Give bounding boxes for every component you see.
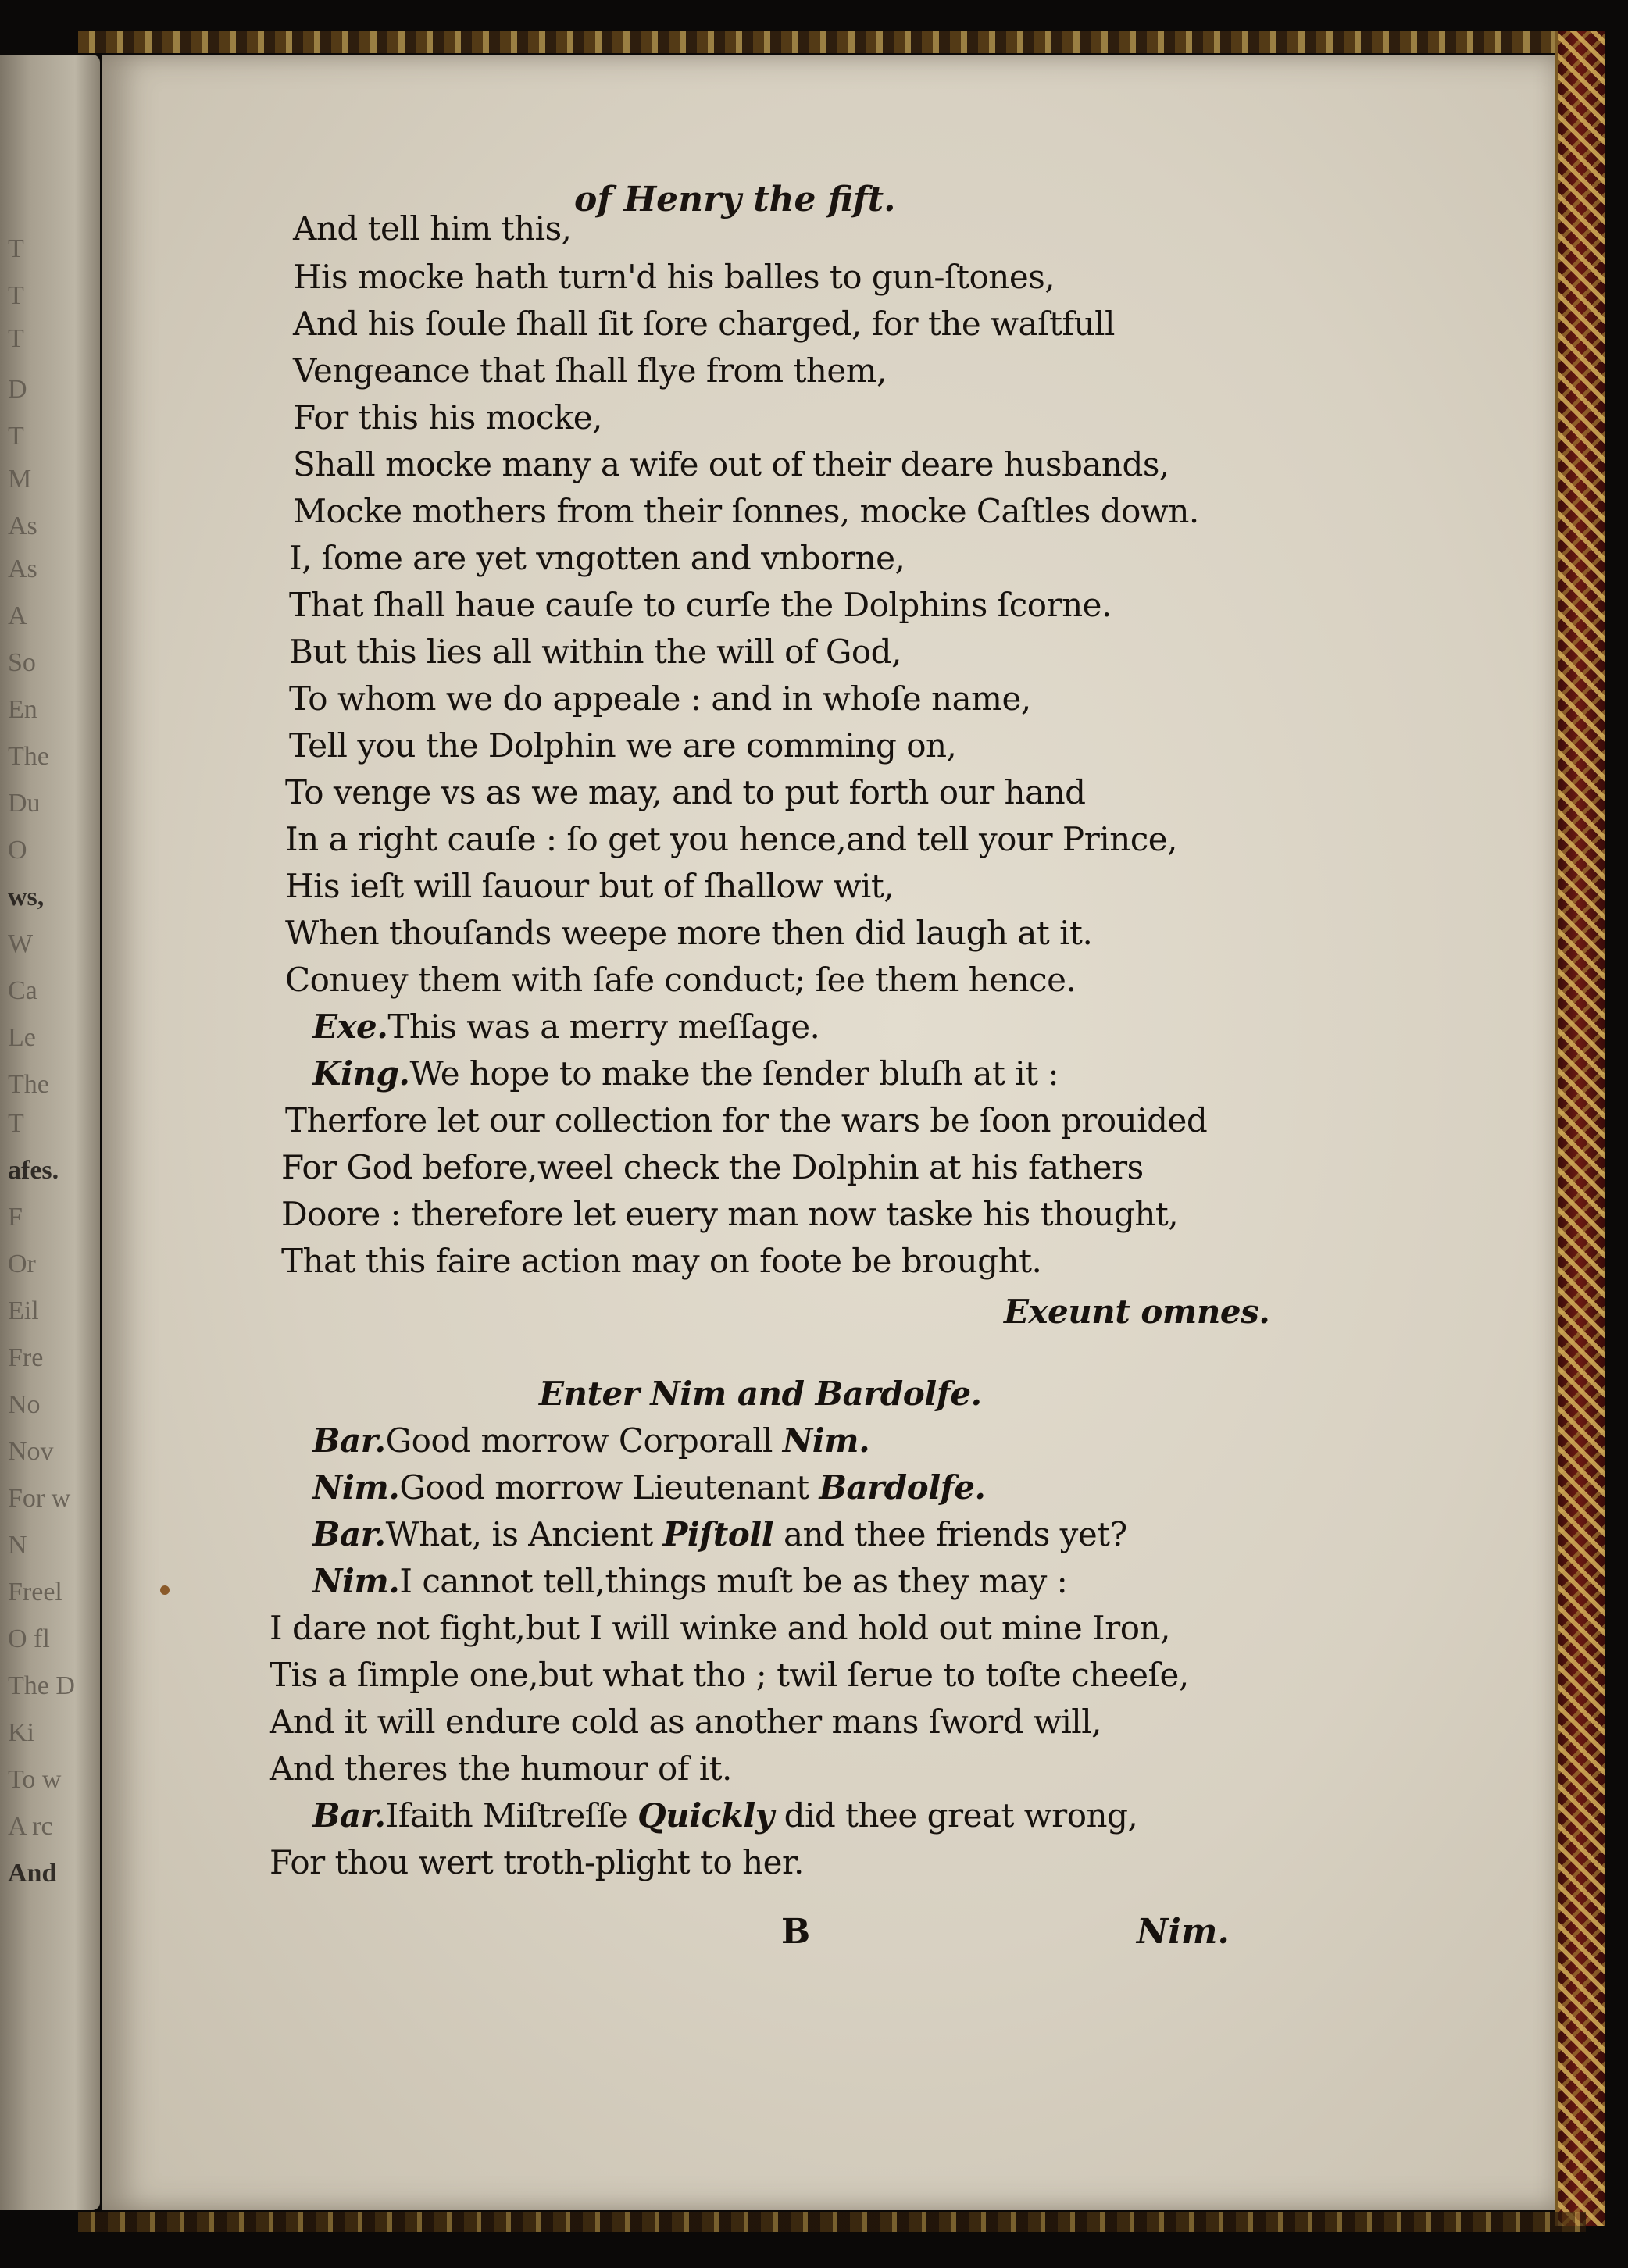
- facing-page-fragment: T: [8, 1109, 24, 1138]
- line-text: Tell you the Dolphin we are comming on,: [289, 726, 957, 765]
- verse-line: [285, 1101, 1207, 1139]
- verse-line: [289, 726, 956, 765]
- line-text: What, is Ancient: [385, 1515, 663, 1553]
- line-text: For this his mocke,: [293, 398, 603, 437]
- speaker-prefix: Bar.: [312, 1515, 386, 1553]
- verse-line: [293, 305, 1115, 343]
- stage-direction-text: Enter Nim and Bardolfe.: [539, 1375, 982, 1413]
- line-text: To whom we do appeale : and in whoſe name,: [289, 679, 1031, 718]
- verse-line: [285, 867, 894, 905]
- verse-line: [312, 1054, 1059, 1093]
- line-text: Good morrow Corporall: [385, 1421, 783, 1460]
- facing-page-fragment: The D: [8, 1671, 75, 1700]
- stage-direction: [539, 1375, 982, 1413]
- line-text: Doore : therefore let euery man now taske his thought,: [281, 1195, 1179, 1233]
- verse-line: [312, 1468, 986, 1507]
- running-title: of Henry the fift.: [574, 180, 896, 219]
- line-text: Mocke mothers from their ſonnes, mocke Caſtles down.: [293, 492, 1199, 530]
- facing-page-fragment: En: [8, 695, 37, 724]
- facing-page-fragment: The: [8, 742, 49, 771]
- line-text: And tell him this,: [293, 209, 572, 248]
- line-text: His mocke hath turn'd his balles to gun-ſtones,: [293, 258, 1055, 296]
- line-text: I dare not fight,but I will winke and hold out mine Iron,: [270, 1609, 1170, 1647]
- verse-line: [285, 914, 1092, 952]
- verse-line: [270, 1703, 1101, 1741]
- facing-page-fragment: Ki: [8, 1718, 34, 1747]
- line-text: That ſhall haue cauſe to curſe the Dolphins ſcorne.: [289, 586, 1112, 624]
- line-text: Shall mocke many a wife out of their deare husbands,: [293, 445, 1169, 483]
- line-text: His ieſt will ſauour but of ſhallow wit,: [285, 867, 894, 905]
- facing-page-fragment: T: [8, 234, 24, 263]
- line-text: We hope to make the ſender bluſh at it :: [409, 1054, 1059, 1093]
- facing-page-fragment: O fl: [8, 1624, 50, 1653]
- line-text: This was a merry meſſage.: [387, 1007, 820, 1046]
- line-text-continued: and thee friends yet?: [773, 1515, 1127, 1553]
- facing-page-fragment: For w: [8, 1484, 71, 1513]
- italic-name: Quickly: [637, 1796, 774, 1835]
- italic-name: Piſtoll: [662, 1515, 774, 1553]
- facing-page-fragment: W: [8, 929, 34, 958]
- facing-page-fragment: As: [8, 555, 37, 583]
- gilt-edge-bottom: [78, 2212, 1586, 2232]
- line-text: And his ſoule ſhall ſit ſore charged, for the waſtfull: [293, 305, 1115, 343]
- line-text: Tis a ſimple one,but what tho ; twil ſerue to toſte cheeſe,: [270, 1656, 1189, 1694]
- line-text: I, ſome are yet vngotten and vnborne,: [289, 539, 905, 577]
- facing-page-fragment: Freel: [8, 1578, 62, 1606]
- speaker-prefix: Nim.: [312, 1468, 400, 1507]
- facing-page-fragment: F: [8, 1203, 23, 1232]
- verse-line: [270, 1749, 732, 1788]
- verse-line: [281, 1148, 1144, 1186]
- facing-page-fragment: D: [8, 375, 27, 404]
- facing-page-fragment: Eil: [8, 1296, 39, 1325]
- facing-page-fragment: O: [8, 836, 27, 865]
- verse-line: [293, 351, 887, 390]
- line-text: To venge vs as we may, and to put forth our hand: [285, 773, 1086, 811]
- line-text: For thou wert troth-plight to her.: [270, 1843, 804, 1881]
- speaker-prefix: Bar.: [312, 1421, 386, 1460]
- speaker-prefix: Bar.: [312, 1796, 386, 1835]
- verse-line: [285, 820, 1177, 858]
- facing-page-fragment: Fre: [8, 1343, 44, 1372]
- facing-page-fragment: ws,: [8, 883, 45, 911]
- verse-line: [293, 209, 572, 248]
- line-text: And it will endure cold as another mans ſword will,: [270, 1703, 1102, 1741]
- line-text-continued: did thee great wrong,: [773, 1796, 1138, 1835]
- italic-name: Nim.: [782, 1421, 870, 1460]
- facing-page-fragment: Du: [8, 789, 41, 818]
- verse-line: [289, 633, 901, 671]
- verse-line: [312, 1007, 819, 1046]
- speaker-prefix: King.: [312, 1054, 410, 1093]
- facing-page-fragment: N: [8, 1531, 27, 1560]
- line-text: Good morrow Lieutenant: [399, 1468, 819, 1507]
- facing-page-fragment: As: [8, 512, 37, 540]
- verse-line: [285, 773, 1086, 811]
- line-text: That this faire action may on foote be brought.: [281, 1242, 1042, 1280]
- stage-direction: [1004, 1293, 1269, 1331]
- verse-line: [312, 1796, 1137, 1835]
- facing-page-edge: [0, 55, 100, 2210]
- verse-line: [270, 1843, 804, 1881]
- line-text: Conuey them with ſafe conduct; ſee them hence.: [285, 961, 1076, 999]
- facing-page-fragment: afes.: [8, 1156, 59, 1185]
- verse-line: [293, 445, 1169, 483]
- signature-mark: B: [781, 1912, 811, 1952]
- facing-page-fragment: A rc: [8, 1812, 53, 1841]
- facing-page-fragment: And: [8, 1859, 57, 1888]
- line-text: I cannot tell,things muſt be as they may :: [399, 1562, 1068, 1600]
- facing-page-fragment: T: [8, 422, 24, 451]
- verse-line: [293, 258, 1055, 296]
- line-text: And theres the humour of it.: [270, 1749, 732, 1788]
- line-text: Therfore let our collection for the wars be ſoon prouided: [285, 1101, 1208, 1139]
- verse-line: [270, 1656, 1189, 1694]
- facing-page-fragment: A: [8, 601, 27, 630]
- facing-page-fragment: Or: [8, 1250, 36, 1278]
- facing-page-fragment: Ca: [8, 976, 37, 1005]
- gilt-edge-top: [78, 31, 1586, 53]
- facing-page-fragment: So: [8, 648, 36, 677]
- verse-line: [281, 1242, 1041, 1280]
- stage-direction-text: Exeunt omnes.: [1004, 1293, 1270, 1331]
- foxing-spot: [160, 1585, 170, 1595]
- verse-line: [270, 1609, 1170, 1647]
- facing-page-fragment: T: [8, 324, 24, 353]
- verse-line: [289, 679, 1031, 718]
- line-text: When thouſands weepe more then did laugh at it.: [285, 914, 1093, 952]
- line-text: Vengeance that ſhall flye from them,: [293, 351, 887, 390]
- verse-line: [285, 961, 1076, 999]
- facing-page-fragment: No: [8, 1390, 41, 1419]
- verse-line: [312, 1421, 869, 1460]
- facing-page-fragment: The: [8, 1070, 49, 1099]
- line-text: But this lies all within the will of God,: [289, 633, 901, 671]
- verse-line: [293, 492, 1199, 530]
- verse-line: [289, 539, 905, 577]
- gilt-edge-right: [1555, 31, 1605, 2226]
- verse-line: [281, 1195, 1178, 1233]
- verse-line: [312, 1515, 1127, 1553]
- line-text: Ifaith Miſtreſſe: [385, 1796, 638, 1835]
- verse-line: [293, 398, 602, 437]
- speaker-prefix: Exe.: [312, 1007, 388, 1046]
- italic-name: Bardolfe.: [819, 1468, 986, 1507]
- speaker-prefix: Nim.: [312, 1562, 400, 1600]
- verse-line: [289, 586, 1112, 624]
- facing-page-fragment: Nov: [8, 1437, 54, 1466]
- line-text: For God before,weel check the Dolphin at his fathers: [281, 1148, 1144, 1186]
- facing-page-fragment: T: [8, 281, 24, 310]
- verse-line: [312, 1562, 1067, 1600]
- facing-page-fragment: To w: [8, 1765, 62, 1794]
- facing-page-fragment: M: [8, 465, 32, 494]
- facing-page-fragment: Le: [8, 1023, 36, 1052]
- catchword: Nim.: [1137, 1912, 1230, 1952]
- line-text: In a right cauſe : ſo get you hence,and tell your Prince,: [285, 820, 1177, 858]
